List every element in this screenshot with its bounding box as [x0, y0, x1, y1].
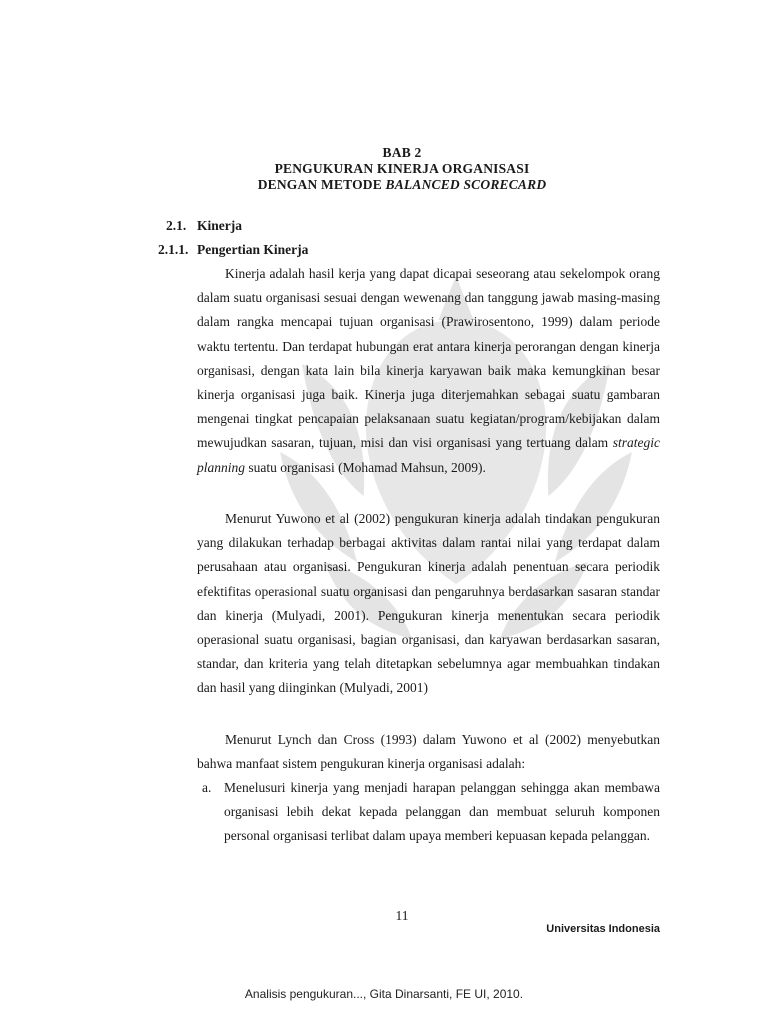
list-marker: a.	[202, 780, 212, 795]
institution-name: Universitas Indonesia	[546, 923, 660, 935]
paragraph-1	[197, 262, 660, 480]
paragraph-1-text: Kinerja adalah hasil kerja yang dapat dicapai seseorang atau sekelompok orang dalam suatu organisasi sesuai dengan wewenang dan tanggung jawab masing-masing dalam rangka mencapai tujuan organisasi (Prawirosentono, 1999) dalam periode waktu tertentu. Dan terdapat hubungan erat antara kinerja perorangan dengan kinerja organisasi, dengan kata lain bila kinerja karyawan baik maka kemungkinan besar kinerja organisasi juga baik. Kinerja juga diterjemahkan sebagai suatu gambaran mengenai tingkat pencapaian pelaksanaan suatu kegiatan/program/kebijakan dalam mewujudkan sasaran, tujuan, misi dan visi organisasi yang tertuang dalam	[197, 266, 660, 451]
chapter-title-line1: PENGUKURAN KINERJA ORGANISASI	[274, 161, 530, 176]
chapter-label: BAB 2	[382, 145, 422, 160]
paragraph-2: Menurut Yuwono et al (2002) pengukuran kinerja adalah tindakan pengukuran yang dilakukan terhadap berbagai aktivitas dalam rantai nilai yang terdapat dalam perusahaan atau organisasi. Pengukuran kinerja adalah penentuan secara periodik efektifitas operasional suatu organisasi dan pengaruhnya berdasarkan sasaran standar dan kinerja (Mulyadi, 2001). Pengukuran kinerja menentukan secara periodik operasional suatu organisasi, bagian organisasi, dan karyawan berdasarkan sasaran, standar, dan kriteria yang telah ditetapkan sebelumnya agar membuahkan tindakan dan hasil yang diinginkan (Mulyadi, 2001)	[197, 511, 660, 696]
section-number: 2.1.1.	[158, 242, 189, 257]
section-title: Pengertian Kinerja	[197, 242, 309, 257]
chapter-title-line2	[0, 177, 768, 193]
footer-citation: Analisis pengukuran..., Gita Dinarsanti, FE UI, 2010.	[244, 987, 524, 1001]
paragraph-3: Menurut Lynch dan Cross (1993) dalam Yuwono et al (2002) menyebutkan bahwa manfaat sistem pengukuran kinerja organisasi adalah:	[197, 732, 660, 772]
paragraph-1-tail: suatu organisasi (Mohamad Mahsun, 2009).	[245, 459, 486, 475]
paragraph-1-italic: strategic planning	[197, 435, 660, 475]
section-number: 2.1.	[166, 218, 187, 233]
list-item-text: Menelusuri kinerja yang menjadi harapan pelanggan sehingga akan membawa organisasi lebih dekat kepada pelanggan dan membuat seluruh komponen personal organisasi terlibat dalam upaya memberi kepuasan kepada pelanggan.	[224, 780, 660, 844]
chapter-title-italic: BALANCED SCORECARD	[385, 177, 547, 192]
page-number: 11	[395, 908, 409, 923]
section-title: Kinerja	[197, 218, 242, 233]
chapter-title-plain: DENGAN METODE	[257, 177, 386, 192]
